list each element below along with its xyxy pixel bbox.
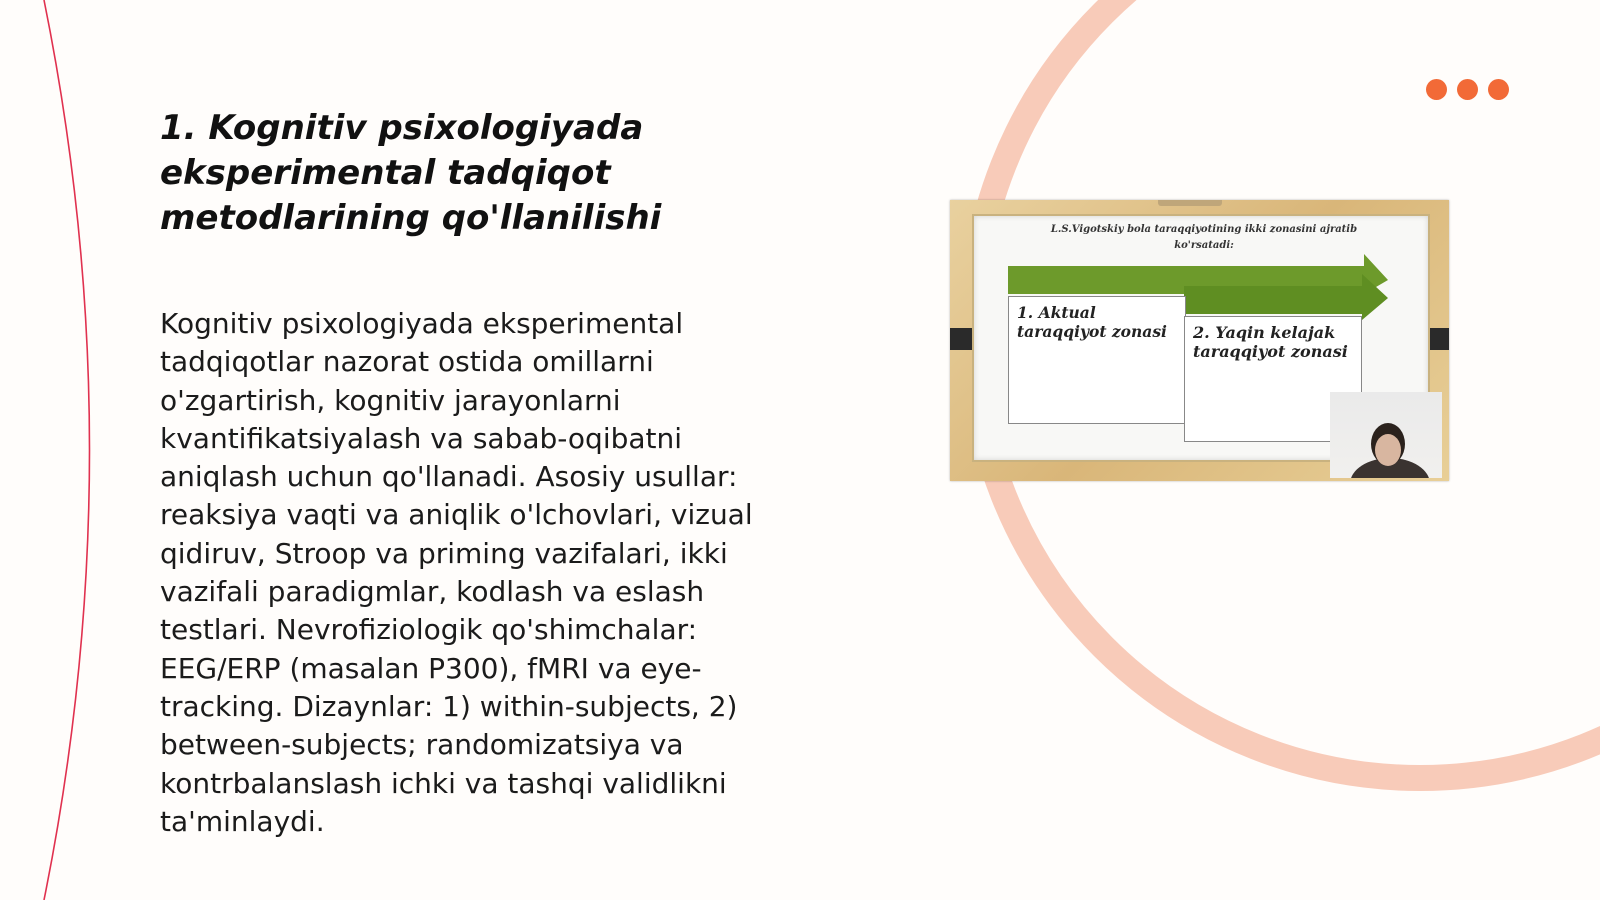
dot (1457, 79, 1478, 100)
slide-title: 1. Kognitiv psixologiyada eksperimental tadqiqot metodlarining qo'llanilishi (160, 108, 662, 238)
presenter-avatar (1330, 392, 1442, 478)
zone-1-label: 1. Aktual taraqqiyot zonasi (1017, 303, 1167, 341)
three-dots-icon (1426, 79, 1509, 100)
embedded-heading: L.S.Vigotskiy bola taraqqiyotining ikki zonasini ajratib ko'rsatadi: (1050, 224, 1358, 251)
webcam-overlay (1330, 392, 1442, 478)
dot (1426, 79, 1447, 100)
zone-box-actual (1008, 296, 1186, 424)
zone-2-label: 2. Yaqin kelajak taraqqiyot zonasi (1193, 323, 1348, 361)
embedded-slide-image (950, 200, 1449, 481)
slide-body-text: Kognitiv psixologiyada eksperimental tadqiqotlar nazorat ostida omillarni o'zgartirish, kognitiv jarayonlarni kvantifikatsiyalash va sabab-oqibatni aniqlash uchun qo'llanadi. Asosiy usullar: reaksiya vaqti va aniqlik o'lchovlari, vizual qidiruv, Stroop va priming vazifalari, ikki vazifali paradigmlar, kodlash va eslash testlari. Nevrofiziologik qo'shimchalar: EEG/ERP (masalan P300), fMRI va eye-tracking. Dizaynlar: 1) within-subjects, 2) between-subjects; randomizatsiya va kontrbalanslash ichki va tashqi validlikni ta'minlaydi. (160, 307, 753, 838)
decorative-left-arc (44, 0, 90, 900)
dot (1488, 79, 1509, 100)
